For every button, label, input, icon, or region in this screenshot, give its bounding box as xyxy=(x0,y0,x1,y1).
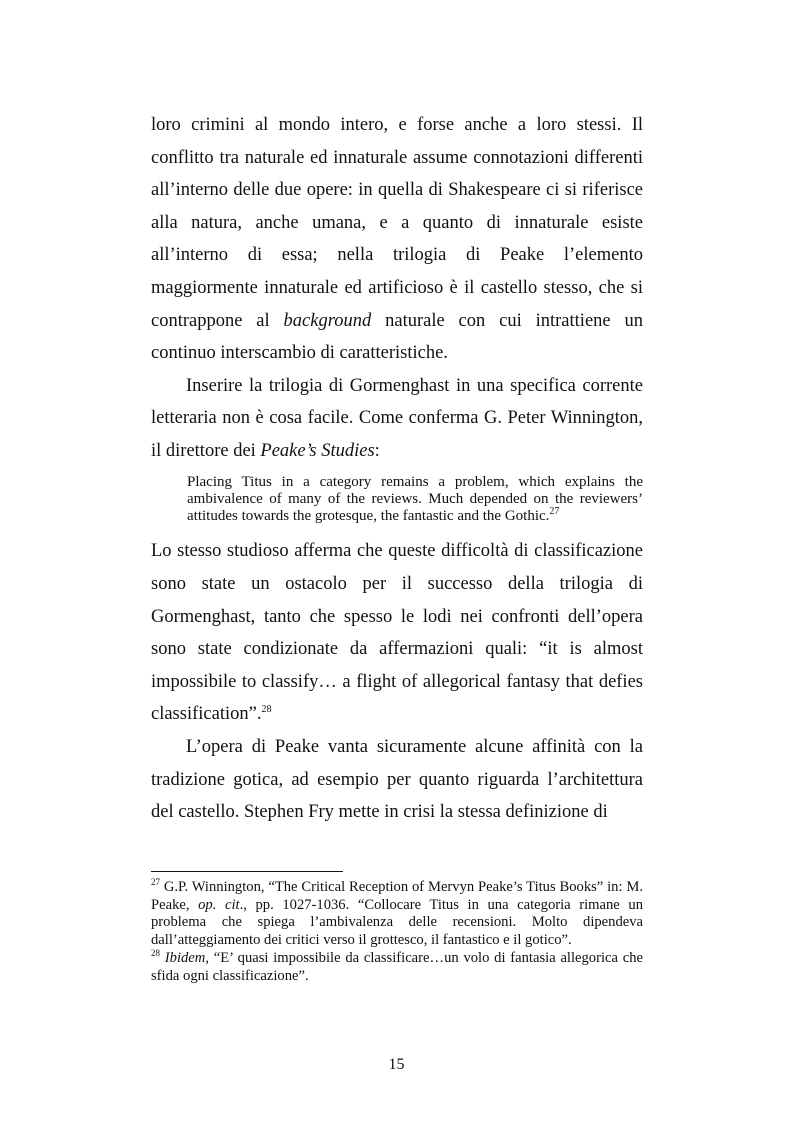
footnote-number: 27 xyxy=(151,877,160,888)
footnote-divider xyxy=(151,871,343,872)
paragraph-4 xyxy=(151,731,643,829)
paragraph-1-text-b: naturale con cui intrattiene un continuo interscambio di caratteristiche. xyxy=(151,310,643,364)
paragraph-3 xyxy=(151,535,643,731)
paragraph-3-text: Lo stesso studioso afferma che queste difficoltà di classificazione sono state un ostacolo per il successo della trilogia di Gormenghast, tanto che spesso le lodi nei confronti dell’opera sono state condizionate da affermazioni quali: “it is almost impossibile to classify… a flight of allegorical fantasy that defies classification”. xyxy=(151,541,643,725)
footnote-28-italic: Ibidem xyxy=(164,949,206,966)
footnotes xyxy=(151,879,643,985)
paragraph-2 xyxy=(151,370,643,468)
footnote-27-text-a: G.P. Winnington, “The Critical Reception of Mervyn Peake’s Titus Books” in: M. Peake, xyxy=(151,879,643,913)
footnote-27 xyxy=(151,879,643,950)
block-quote-text: Placing Titus in a category remains a problem, which explains the ambivalence of many of the reviews. Much depended on the reviewers’ attitudes towards the grotesque, the fantastic and the Gothic. xyxy=(187,473,643,525)
paragraph-2-text-a: Inserire la trilogia di Gormenghast in una specifica corrente letteraria non è cosa facile. Come conferma G. Peter Winnington, il direttore dei xyxy=(151,375,643,461)
page-number: 15 xyxy=(388,1056,405,1073)
footnote-number: 28 xyxy=(151,947,160,958)
body-text xyxy=(151,109,643,829)
footnote-27-text-b: ., pp. 1027-1036. “Collocare Titus in una categoria rimane un problema che spiega l’ambivalenza delle recensioni. Molto dipendeva dall’atteggiamento dei critici verso il grottesco, il fantastico e il gotico”. xyxy=(151,896,643,949)
footnote-27-italic: op. cit xyxy=(198,896,240,913)
paragraph-2-italic: Peake’s Studies xyxy=(260,440,375,461)
block-quote xyxy=(187,474,643,526)
paragraph-1-italic: background xyxy=(283,310,372,331)
paragraph-2-text-b: : xyxy=(374,440,380,461)
paragraph-1 xyxy=(151,109,643,370)
footnote-28 xyxy=(151,947,643,985)
paragraph-4-text: L’opera di Peake vanta sicuramente alcune affinità con la tradizione gotica, ad esempio per quanto riguarda l’architettura del castello. Stephen Fry mette in crisi la stessa definizione di xyxy=(151,736,643,823)
footnote-ref-27: 27 xyxy=(549,506,560,518)
footnote-ref-28: 28 xyxy=(261,704,272,716)
paragraph-1-text-a: loro crimini al mondo intero, e forse anche a loro stessi. Il conflitto tra naturale ed innaturale assume connotazioni differenti all’interno delle due opere: in quella di Shakespeare ci si riferisce alla natura, anche umana, e a quanto di innaturale esiste all’interno di essa; nella trilogia di Peake l’elemento maggiormente innaturale ed artificioso è il castello stesso, che si contrappone al xyxy=(151,115,643,331)
footnote-28-text: , “E’ quasi impossibile da classificare…un volo di fantasia allegorica che sfida ogni classificazione”. xyxy=(151,949,643,984)
